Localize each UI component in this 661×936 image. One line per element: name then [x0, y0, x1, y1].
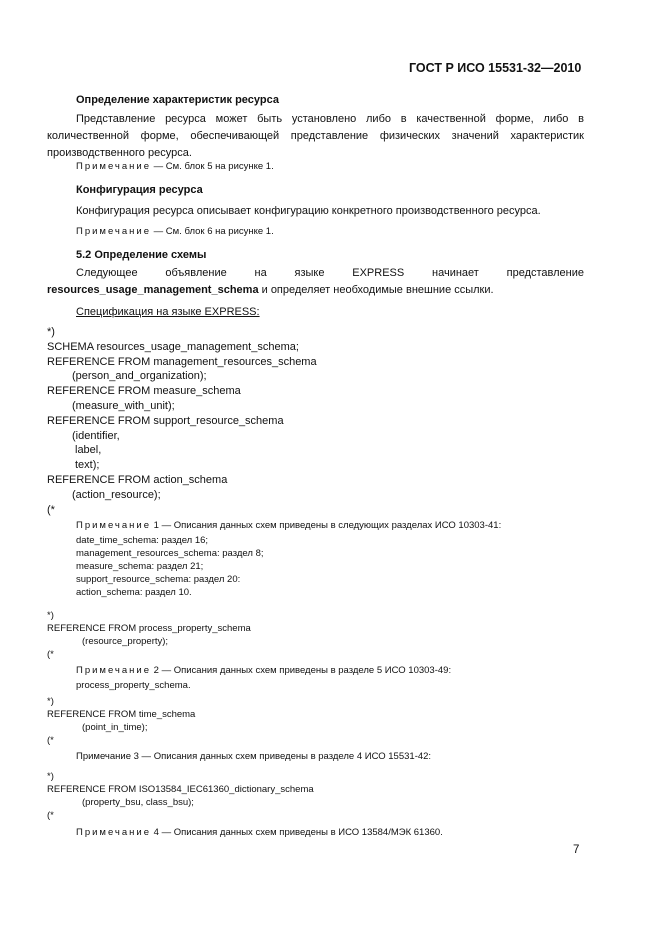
paragraph-configuration: Конфигурация ресурса описывает конфигурацию конкретного производственного ресурса.: [76, 205, 541, 217]
note-3: Примечание 3 — Описания данных схем приведены в разделе 4 ИСО 15531-42:: [76, 751, 432, 762]
paragraph-text: Представление ресурса может быть установлено либо в качественной форме, либо в количественной форме, обеспечивающей представление физических значений характеристик производственного ресурса.: [47, 113, 584, 159]
note-4: [76, 827, 443, 838]
note-label: Примечание: [76, 665, 151, 676]
code-line: REFERENCE FROM action_schema: [47, 473, 228, 486]
note-configuration: [76, 226, 274, 237]
code-line: (*: [47, 649, 54, 660]
spec-heading: Спецификация на языке EXPRESS:: [76, 306, 260, 318]
code-line: (measure_with_unit);: [72, 399, 175, 412]
note-2: [76, 665, 451, 676]
code-line: label,: [75, 444, 102, 457]
code-block-2: [47, 609, 251, 661]
code-line: (resource_property);: [82, 636, 169, 647]
note-text: — См. блок 5 на рисунке 1.: [153, 161, 274, 172]
code-line: *): [47, 771, 54, 782]
note-text: 4 — Описания данных схем приведены в ИСО 13584/МЭК 61360.: [153, 827, 443, 838]
paragraph-text-a: Следующее объявление на языке EXPRESS начинает представление: [76, 267, 584, 279]
list-item: support_resource_schema: раздел 20:: [76, 574, 241, 585]
code-line: *): [47, 696, 54, 707]
code-line: (*: [47, 810, 54, 821]
note-label: Примечание: [76, 161, 151, 172]
code-line: *): [47, 610, 54, 621]
note-characteristics: [76, 161, 274, 172]
code-block-3: [47, 695, 195, 747]
note-label: Примечание: [76, 520, 151, 531]
code-line: (point_in_time);: [82, 722, 148, 733]
code-line: (property_bsu, class_bsu);: [82, 797, 194, 808]
code-block-1: [47, 325, 317, 517]
note-text: 2 — Описания данных схем приведены в разделе 5 ИСО 10303-49:: [153, 665, 452, 676]
paragraph-text-c: и определяет необходимые внешние ссылки.: [258, 284, 494, 296]
code-block-4: [47, 770, 314, 822]
note-label: Примечание: [76, 226, 151, 237]
schema-name: resources_usage_management_schema: [47, 284, 259, 296]
code-line: (person_and_organization);: [72, 370, 207, 383]
code-line: text);: [75, 459, 100, 472]
code-line: (action_resource);: [72, 488, 161, 501]
list-item: management_resources_schema: раздел 8;: [76, 548, 264, 559]
section-title-configuration: Конфигурация ресурса: [76, 184, 203, 196]
code-line: SCHEMA resources_usage_management_schema;: [47, 340, 299, 353]
code-line: REFERENCE FROM management_resources_schema: [47, 355, 317, 368]
code-line: REFERENCE FROM process_property_schema: [47, 623, 251, 634]
section-title-schema: 5.2 Определение схемы: [76, 249, 207, 261]
code-line: (identifier,: [72, 429, 120, 442]
note-1: [76, 520, 501, 531]
code-line: (*: [47, 503, 55, 516]
list-item: date_time_schema: раздел 16;: [76, 535, 209, 546]
paragraph-schema: [47, 265, 584, 299]
document-header: ГОСТ Р ИСО 15531-32—2010: [409, 61, 582, 75]
note-label: Примечание: [76, 827, 151, 838]
code-line: REFERENCE FROM time_schema: [47, 709, 196, 720]
note-text: 1 — Описания данных схем приведены в следующих разделах ИСО 10303-41:: [153, 520, 502, 531]
section-title-characteristics: Определение характеристик ресурса: [76, 94, 279, 106]
page-number: 7: [573, 844, 580, 856]
code-line: REFERENCE FROM support_resource_schema: [47, 414, 284, 427]
list-item: action_schema: раздел 10.: [76, 587, 192, 598]
code-line: REFERENCE FROM measure_schema: [47, 385, 241, 398]
note-1-list: [76, 534, 264, 599]
note-text: — См. блок 6 на рисунке 1.: [153, 226, 274, 237]
paragraph-characteristics: [47, 111, 584, 162]
code-line: *): [47, 326, 55, 338]
code-line: REFERENCE FROM ISO13584_IEC61360_dictionary_schema: [47, 784, 314, 795]
note-2-item: process_property_schema.: [76, 680, 191, 691]
code-line: (*: [47, 735, 54, 746]
list-item: measure_schema: раздел 21;: [76, 561, 204, 572]
